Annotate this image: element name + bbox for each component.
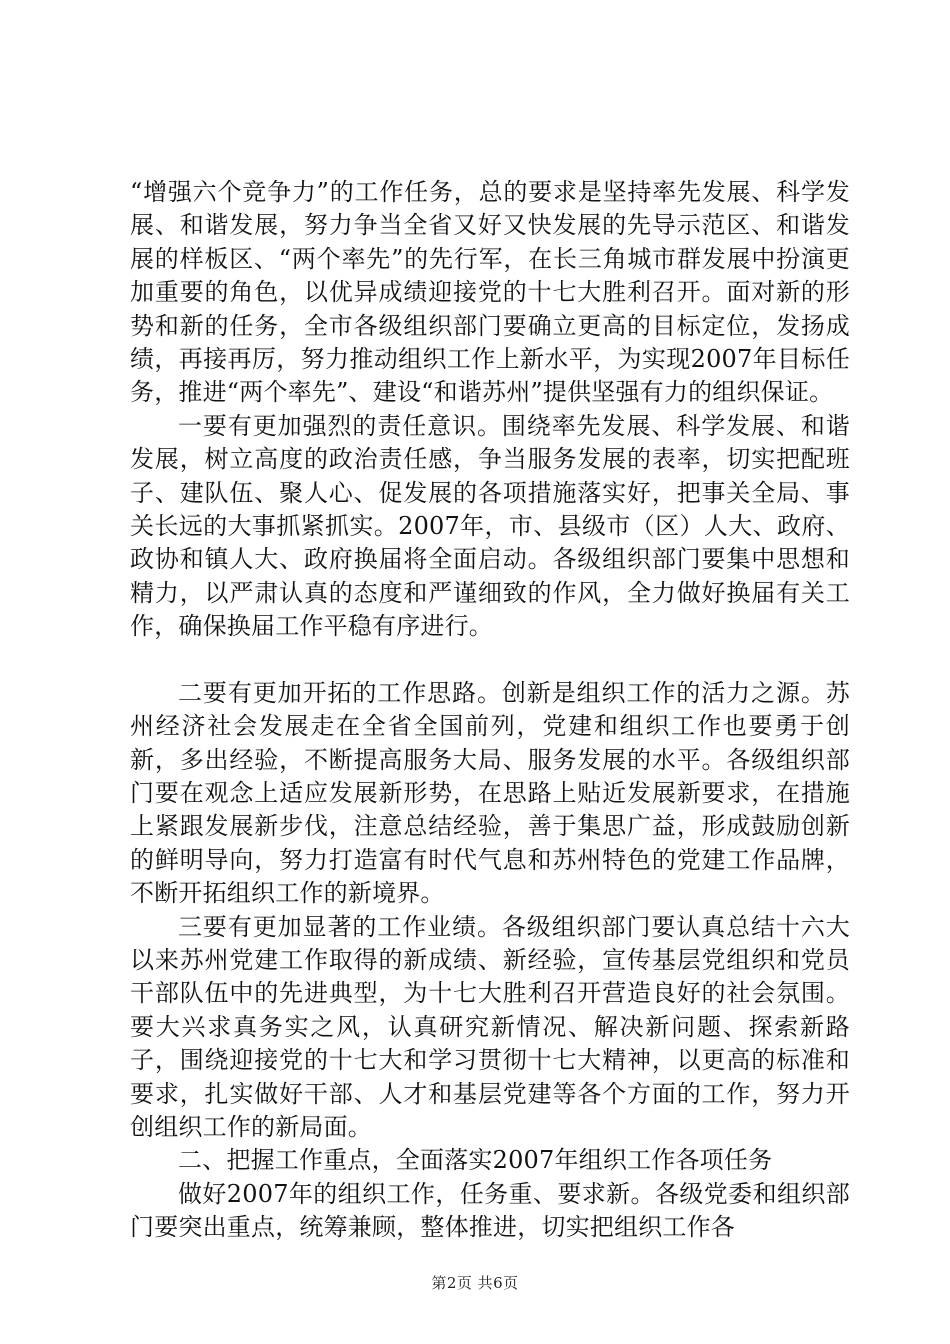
paragraph-tasks: 做好2007年的组织工作，任务重、要求新。各级党委和组织部门要突出重点，统筹兼顾，整体推进，切实把组织工作各	[130, 1179, 850, 1242]
page-number-footer: 第2页 共6页	[431, 1274, 519, 1292]
paragraph-responsibility: 一要有更加强烈的责任意识。围绕率先发展、科学发展、和谐发展，树立高度的政治责任感，争当服务发展的表率，切实把配班子、建队伍、聚人心、促发展的各项措施落实好，把事关全局、事关长远的大事抓紧抓实。2007年，市、县级市（区）人大、政府、政协和镇人大、政府换届将全面启动。各级组织部门要集中思想和精力，以严肃认真的态度和严谨细致的作风，全力做好换届有关工作，确保换届工作平稳有序进行。	[130, 411, 850, 641]
section-heading: 二、把握工作重点，全面落实2007年组织工作各项任务	[178, 1146, 773, 1175]
paragraph-achievement: 三要有更加显著的工作业绩。各级组织部门要认真总结十六大以来苏州党建工作取得的新成绩、新经验，宣传基层党组织和党员干部队伍中的先进典型，为十七大胜利召开营造良好的社会氛围。要大兴求真务实之风，认真研究新情况、解决新问题、探索新路子，围绕迎接党的十七大和学习贯彻十七大精神，以更高的标准和要求，扎实做好干部、人才和基层党建等各个方面的工作，努力开创组织工作的新局面。	[130, 912, 850, 1141]
paragraph-gap	[130, 644, 850, 677]
paragraph-intro: “增强六个竞争力”的工作任务，总的要求是坚持率先发展、科学发展、和谐发展，努力争当全省又好又快发展的先导示范区、和谐发展的样板区、“两个率先”的先行军，在长三角城市群发展中扮演更加重要的角色，以优异成绩迎接党的十七大胜利召开。面对新的形势和新的任务，全市各级组织部门要确立更高的目标定位，发扬成绩，再接再厉，努力推动组织工作上新水平，为实现2007年目标任务，推进“两个率先”、建设“和谐苏州”提供坚强有力的组织保证。	[130, 178, 850, 407]
document-body	[130, 176, 850, 1245]
paragraph-innovation: 二要有更加开拓的工作思路。创新是组织工作的活力之源。苏州经济社会发展走在全省全国前列，党建和组织工作也要勇于创新，多出经验，不断提高服务大局、服务发展的水平。各级组织部门要在观念上适应发展新形势，在思路上贴近发展新要求，在措施上紧跟发展新步伐，注意总结经验，善于集思广益，形成鼓励创新的鲜明导向，努力打造富有时代气息和苏州特色的党建工作品牌，不断开拓组织工作的新境界。	[130, 678, 850, 908]
